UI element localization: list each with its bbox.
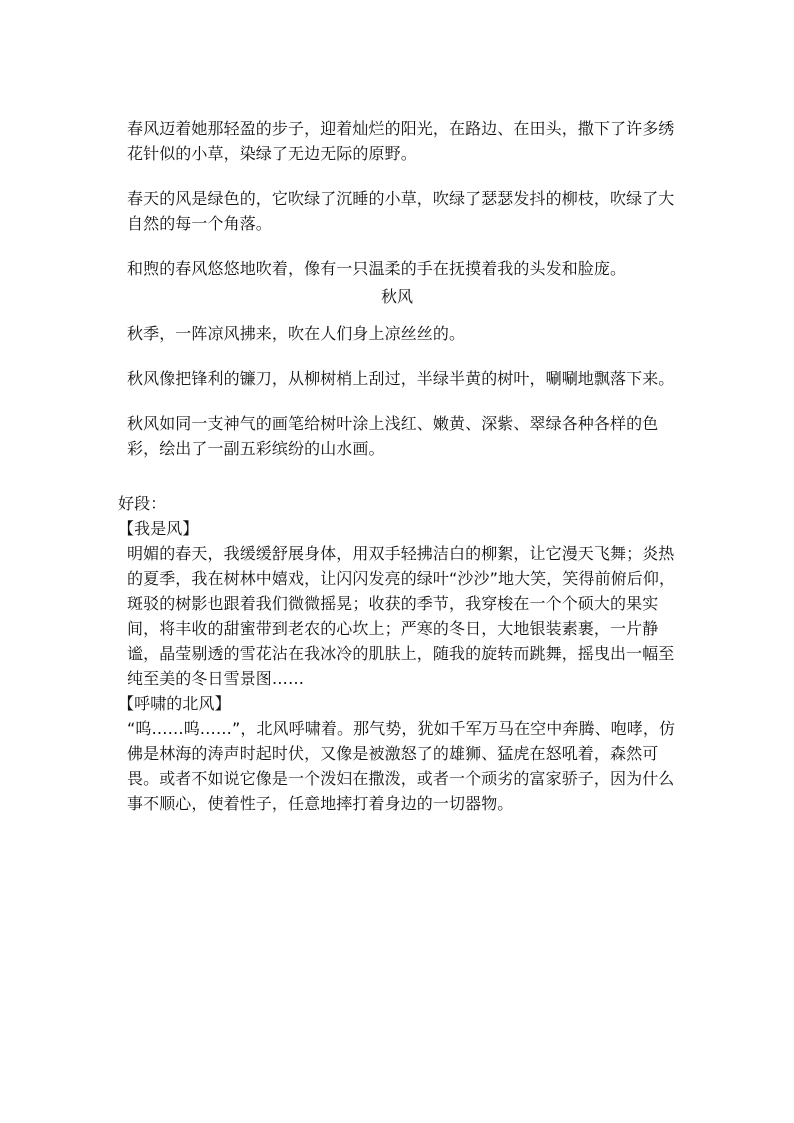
- spring-paragraph-2: 春天的风是绿色的，它吹绿了沉睡的小草，吹绿了瑟瑟发抖的柳枝，吹绿了大自然的每一个角落。: [127, 189, 675, 233]
- spring-paragraph-1: 春风迈着她那轻盈的步子，迎着灿烂的阳光，在路边、在田头，撒下了许多绣花针似的小草，染绿了无边无际的原野。: [127, 119, 675, 163]
- section-title-north-wind: 【呼啸的北风】: [118, 694, 231, 713]
- good-passages-section: [118, 491, 684, 816]
- autumn-section: [127, 321, 682, 481]
- section-title-wind: 【我是风】: [118, 519, 199, 538]
- autumn-paragraph-1: 秋季，一阵凉风拂来，吹在人们身上凉丝丝的。: [127, 324, 466, 343]
- autumn-paragraph-3: 秋风如同一支神气的画笔给树叶涂上浅红、嫩黄、深紫、翠绿各种各样的色彩，绘出了一副五彩缤纷的山水画。: [127, 414, 659, 458]
- autumn-title: 秋风: [380, 287, 413, 306]
- spring-section: [127, 116, 682, 301]
- autumn-paragraph-2: 秋风像把锋利的镰刀，从柳树梢上刮过，半绿半黄的树叶，唰唰地飘落下来。: [127, 369, 675, 388]
- section-text-wind: 明媚的春天，我缓缓舒展身体，用双手轻拂洁白的柳絮，让它漫天飞舞；炎热的夏季，我在树林中嬉戏，让闪闪发亮的绿叶“沙沙”地大笑，笑得前俯后仰，斑驳的树影也跟着我们微微摇晃；收获的季节，我穿梭在一个个硕大的果实间，将丰收的甜蜜带到老农的心坎上；严寒的冬日，大地银装素裹，一片静谧，晶莹剔透的雪花沾在我冰冷的肌肤上，随我的旋转而跳舞，摇曳出一幅至纯至美的冬日雪景图……: [127, 544, 676, 688]
- good-passages-label: 好段：: [118, 494, 167, 513]
- spring-paragraph-3: 和煦的春风悠悠地吹着，像有一只温柔的手在抚摸着我的头发和脸庞。: [127, 259, 627, 278]
- section-text-north-wind: “呜……呜……”，北风呼啸着。那气势，犹如千军万马在空中奔腾、咆哮，仿佛是林海的涛声时起时伏，又像是被激怒了的雄狮、猛虎在怒吼着，森然可畏。或者不如说它像是一个泼妇在撒泼，或者一个顽劣的富家骄子，因为什么事不顺心，使着性子，任意地摔打着身边的一切器物。: [127, 719, 676, 813]
